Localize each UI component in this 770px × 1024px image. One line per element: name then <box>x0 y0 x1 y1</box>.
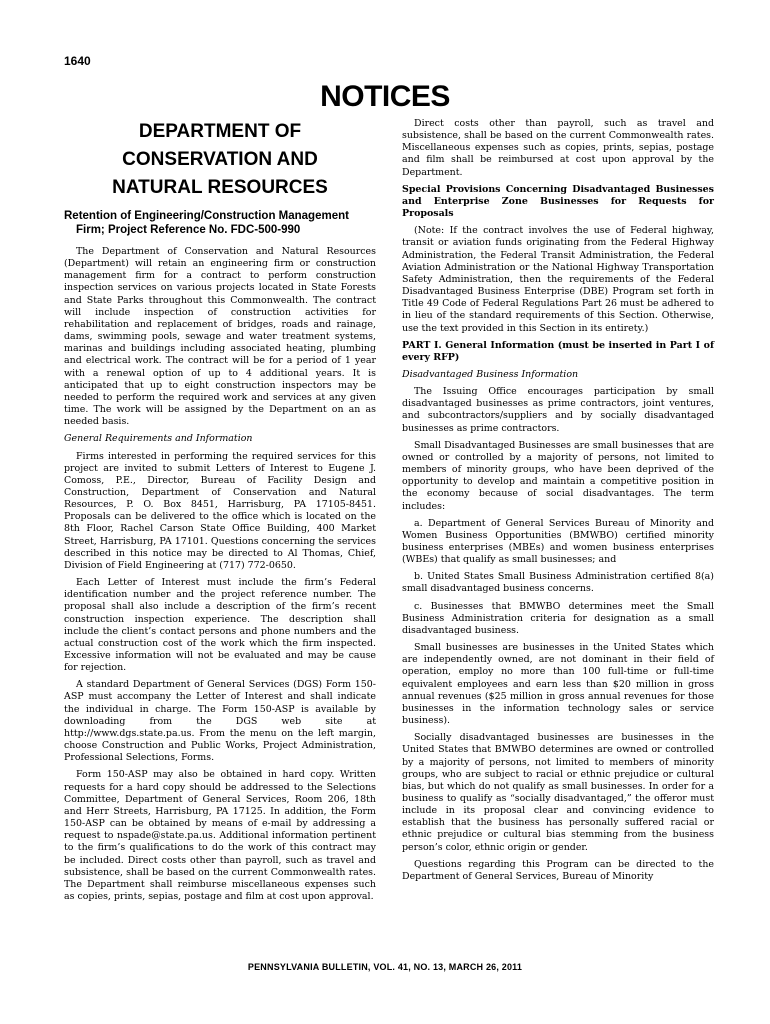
department-line: DEPARTMENT OF <box>138 121 302 142</box>
part-one-heading: PART I. General Information (must be inserted in Part I of every RFP) <box>402 339 714 363</box>
note-paragraph: (Note: If the contract involves the use of Federal highway, transit or aviation funds originating from the Federal Highway Administration, the Federal Transit Administration, the Federal Aviation Administration or the National Highway Transportation Safety Administration, then the requirements of the Federal Disadvantaged Business Enterprise (DBE) Program set forth in Title 49 Code of Federal Regulations Part 26 must be adhered to in lieu of the standard requirements of this Section. Otherwise, use the text provided in this Section in its entirety.) <box>402 225 714 334</box>
page-number: 1640 <box>64 54 91 68</box>
notice-title: Retention of Engineering/Construction Management Firm; Project Reference No. FDC-500-990 <box>64 210 349 236</box>
list-item: b. United States Small Business Administration certified 8(a) small disadvantaged business concerns. <box>402 571 714 595</box>
department-heading <box>64 118 376 202</box>
paragraph: Firms interested in performing the required services for this project are invited to submit Letters of Interest to Eugene J. Comoss, P.E., Director, Bureau of Facility Design and Construction, Department of Conservation and Natural Resources, P. O. Box 8451, Harrisburg, PA 17105-8451. Proposals can be delivered to the office which is located on the 8th Floor, Rachel Carson State Office Building, 400 Market Street, Harrisburg, PA 17101. Questions concerning the services described in this notice may be directed to Al Thomas, Chief, Division of Field Engineering at (717) 772-0650. <box>64 450 376 571</box>
right-column <box>402 118 714 888</box>
list-item: c. Businesses that BMWBO determines meet the Small Business Administration criteria for designation as a small disadvantaged business. <box>402 600 714 636</box>
list-item: a. Department of General Services Bureau of Minority and Women Business Opportunities (BMWBO) certified minority business enterprises (MBEs) and women business enterprises (WBEs) that qualify as small businesses; and <box>402 517 714 566</box>
paragraph: Each Letter of Interest must include the firm’s Federal identification number and the project reference number. The proposal shall also include a description of the firm’s recent construction inspection experience. The description shall include the client’s contact persons and phone numbers and the actual construction cost of the work which the firm inspected. Excessive information will not be evaluated and may be cause for rejection. <box>64 577 376 674</box>
paragraph: Questions regarding this Program can be directed to the Department of General Services, Bureau of Minority <box>402 858 714 882</box>
subheading-general-requirements: General Requirements and Information <box>64 433 253 445</box>
special-provisions-heading: Special Provisions Concerning Disadvantaged Businesses and Enterprise Zone Businesses for Requests for Proposals <box>402 183 714 220</box>
paragraph: The Department of Conservation and Natural Resources (Department) will retain an engineering firm or construction management firm for a contract to perform construction inspection services on various projects located in State Forests and State Parks throughout this Commonwealth. The contract will include inspection of construction activities for rehabilitation and replacement of bridges, roads and rainage, dams, swimming pools, sewage and water treatment systems, marinas and buildings including associated heating, plumbing and electrical work. The contract will be for a period of 1 year with a renewal option of up to 4 additional years. It is anticipated that up to eight construction inspectors may be needed to perform the required work and services at any given time. The work will be assigned by the Department on an as needed basis. <box>64 246 376 428</box>
paragraph: The Issuing Office encourages participation by small disadvantaged businesses as prime contractors, joint ventures, and subcontractors/suppliers and by socially disadvantaged businesses as prime contractors. <box>402 386 714 434</box>
department-line: CONSERVATION AND <box>122 149 318 170</box>
paragraph: Small Disadvantaged Businesses are small businesses that are owned or controlled by a majority of persons, not limited to members of minority groups, who have been deprived of the opportunity to develop and maintain a competitive position in the economy because of social disadvantages. The term includes: <box>402 439 714 512</box>
paragraph: Socially disadvantaged businesses are businesses in the United States that BMWBO determines are owned or controlled by a majority of persons, not limited to members of minority groups, who are subject to racial or ethnic prejudice or cultural bias, but which do not qualify as small businesses. In order for a business to qualify as “socially disadvantaged,” the offeror must include in its proposal clear and convincing evidence to establish that the business has personally suffered racial or ethnic prejudice or cultural bias stemming from the business person’s color, ethnic origin or gender. <box>402 732 714 853</box>
page-footer: PENNSYLVANIA BULLETIN, VOL. 41, NO. 13, MARCH 26, 2011 <box>247 962 523 972</box>
paragraph: Direct costs other than payroll, such as travel and subsistence, shall be based on the current Commonwealth rates. Miscellaneous expenses such as copies, prints, sepias, postage and film shall be reimbursed at cost upon approval by the Department. <box>402 118 714 178</box>
subheading-disadvantaged-business: Disadvantaged Business Information <box>402 368 579 380</box>
left-column <box>64 118 376 908</box>
department-line: NATURAL RESOURCES <box>112 177 328 198</box>
section-title: NOTICES <box>320 80 450 113</box>
paragraph: Form 150-ASP may also be obtained in hard copy. Written requests for a hard copy should be addressed to the Selections Committee, Department of General Services, Room 206, 18th and Herr Streets, Harrisburg, PA 17125. In addition, the Form 150-ASP can be obtained by means of e-mail by addressing a request to nspade@state.pa.us. Additional information pertinent to the firm’s qualifications to do the work of this contract may be included. Direct costs other than payroll, such as travel and subsistence, shall be based on the current Commonwealth rates. The Department shall reimburse miscellaneous expenses such as copies, prints, sepias, postage and film at cost upon approval. <box>64 769 376 902</box>
paragraph: A standard Department of General Services (DGS) Form 150-ASP must accompany the Letter of Interest and shall indicate the individual in charge. The Form 150-ASP is available by downloading from the DGS web site at http://www.dgs.state.pa.us. From the menu on the left margin, choose Construction and Public Works, Project Administration, Professional Selections, Forms. <box>64 679 376 764</box>
paragraph: Small businesses are businesses in the United States which are independently owned, are not dominant in their field of operation, employ no more than 100 full-time or full-time equivalent employees and earn less than $20 million in gross annual revenues ($25 million in gross annual revenues for those businesses in the information technology sales or service business). <box>402 642 714 727</box>
